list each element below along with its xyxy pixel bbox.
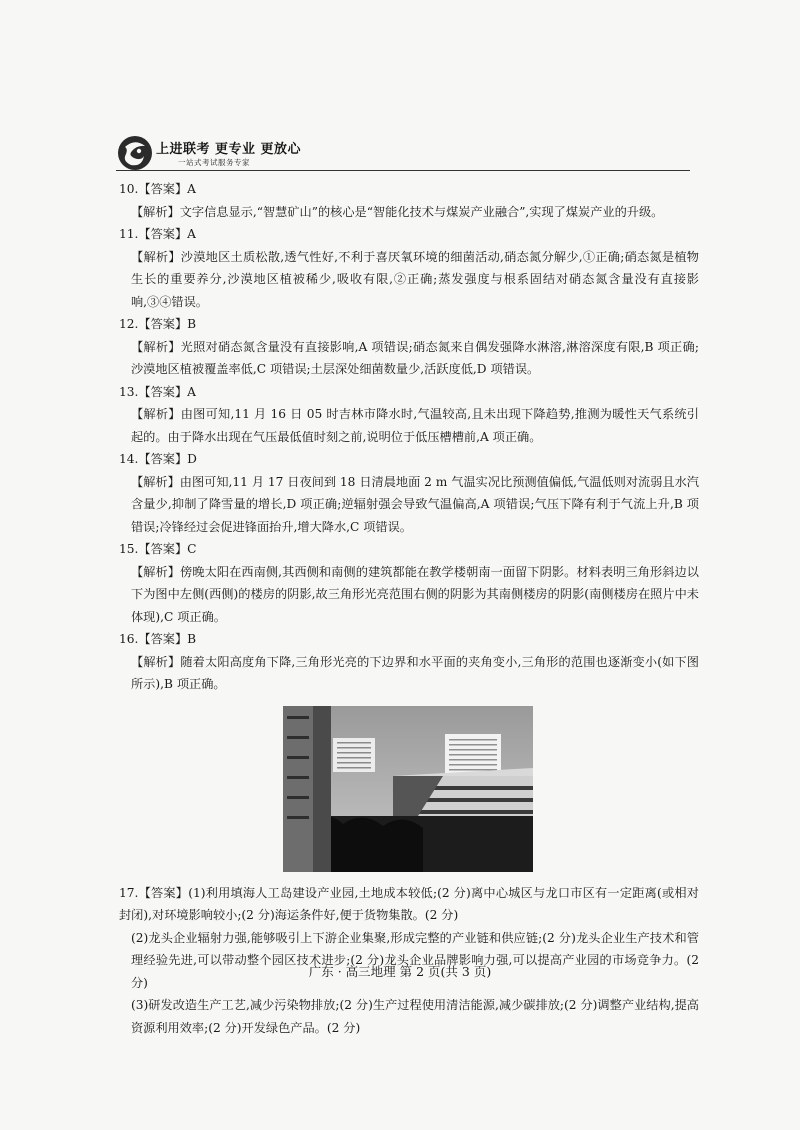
answer-12: 12.【答案】B: [119, 317, 197, 331]
answer-15: 15.【答案】C: [119, 542, 197, 556]
explanation-10: 【解析】文字信息显示,“智慧矿山”的核心是“智能化技术与煤炭产业融合”,实现了煤炭产业的升级。: [131, 204, 664, 219]
answer-17: 17.【答案】(1)利用填海人工岛建设产业园,土地成本较低;(2 分)离中心城区与龙口市区有一定距离(或相对封闭),对环境影响较小;(2 分)海运条件好,便于货物集散。(2 分): [119, 885, 699, 922]
explanation-16: 【解析】随着太阳高度角下降,三角形光亮的下边界和水平面的夹角变小,三角形的范围也逐渐变小(如下图所示),B 项正确。: [131, 654, 699, 691]
header-rule: [116, 170, 690, 171]
answer-10: 10.【答案】A: [119, 182, 196, 196]
answer-16: 16.【答案】B: [119, 632, 197, 646]
answer-11: 11.【答案】A: [119, 227, 196, 241]
header: [116, 134, 316, 178]
explanation-13: 【解析】由图可知,11 月 16 日 05 时吉林市降水时,气温较高,且未出现下降趋势,推测为暖性天气系统引起的。由于降水出现在气压最低值时刻之前,说明位于低压槽槽前,A 项正确。: [131, 407, 699, 444]
explanation-12: 【解析】光照对硝态氮含量没有直接影响,A 项错误;硝态氮来自偶发强降水淋溶,淋溶深度有限,B 项正确;沙漠地区植被覆盖率低,C 项错误;土层深处细菌数量少,活跃度低,D 项错误。: [131, 339, 699, 376]
logo-icon: [116, 134, 154, 172]
answer-content: [119, 178, 699, 1039]
building-shadow-photo: [283, 706, 533, 872]
brand-name: 上进联考 更专业 更放心: [156, 142, 302, 157]
answer-13: 13.【答案】A: [119, 384, 196, 399]
answer-17-part3: (3)研发改造生产工艺,减少污染物排放;(2 分)生产过程使用清洁能源,减少碳排放;(2 分)调整产业结构,提高资源利用效率;(2 分)开发绿色产品。(2 分): [131, 998, 699, 1035]
explanation-14: 【解析】由图可知,11 月 17 日夜间到 18 日清晨地面 2 m 气温实况比预测值偏低,气温低则对流弱且水汽含量少,抑制了降雪量的增长,D 项正确;逆辐射强会导致气温偏高,A 项错误;气压下降有利于气流上升,B 项错误;冷锋经过会促进锋面抬升,增大降水,C 项错误。: [131, 474, 699, 534]
answer-14: 14.【答案】D: [119, 452, 197, 466]
explanation-15: 【解析】傍晚太阳在西南侧,其西侧和南侧的建筑都能在教学楼朝南一面留下阴影。材料表明三角形斜边以下为图中左侧(西侧)的楼房的阴影,故三角形光亮范围右侧的阴影为其南侧楼房的阴影(南侧楼房在照片中未体现),C 项正确。: [131, 564, 699, 624]
answer-17-part2: (2)龙头企业辐射力强,能够吸引上下游企业集聚,形成完整的产业链和供应链;(2 分)龙头企业生产技术和管理经验先进,可以带动整个园区技术进步;(2 分)龙头企业品牌影响力强,可以提高产业园的市场竞争力。(2 分): [131, 930, 699, 990]
explanation-11: 【解析】沙漠地区土质松散,透气性好,不利于喜厌氧环境的细菌活动,硝态氮分解少,①正确;硝态氮是植物生长的重要养分,沙漠地区植被稀少,吸收有限,②正确;蒸发强度与根系固结对硝态氮含量没有直接影响,③④错误。: [131, 249, 699, 309]
page-footer: 广东 · 高三地理 第 2 页(共 3 页): [308, 964, 492, 979]
brand-tagline: 一站式考试服务专家: [178, 158, 250, 167]
